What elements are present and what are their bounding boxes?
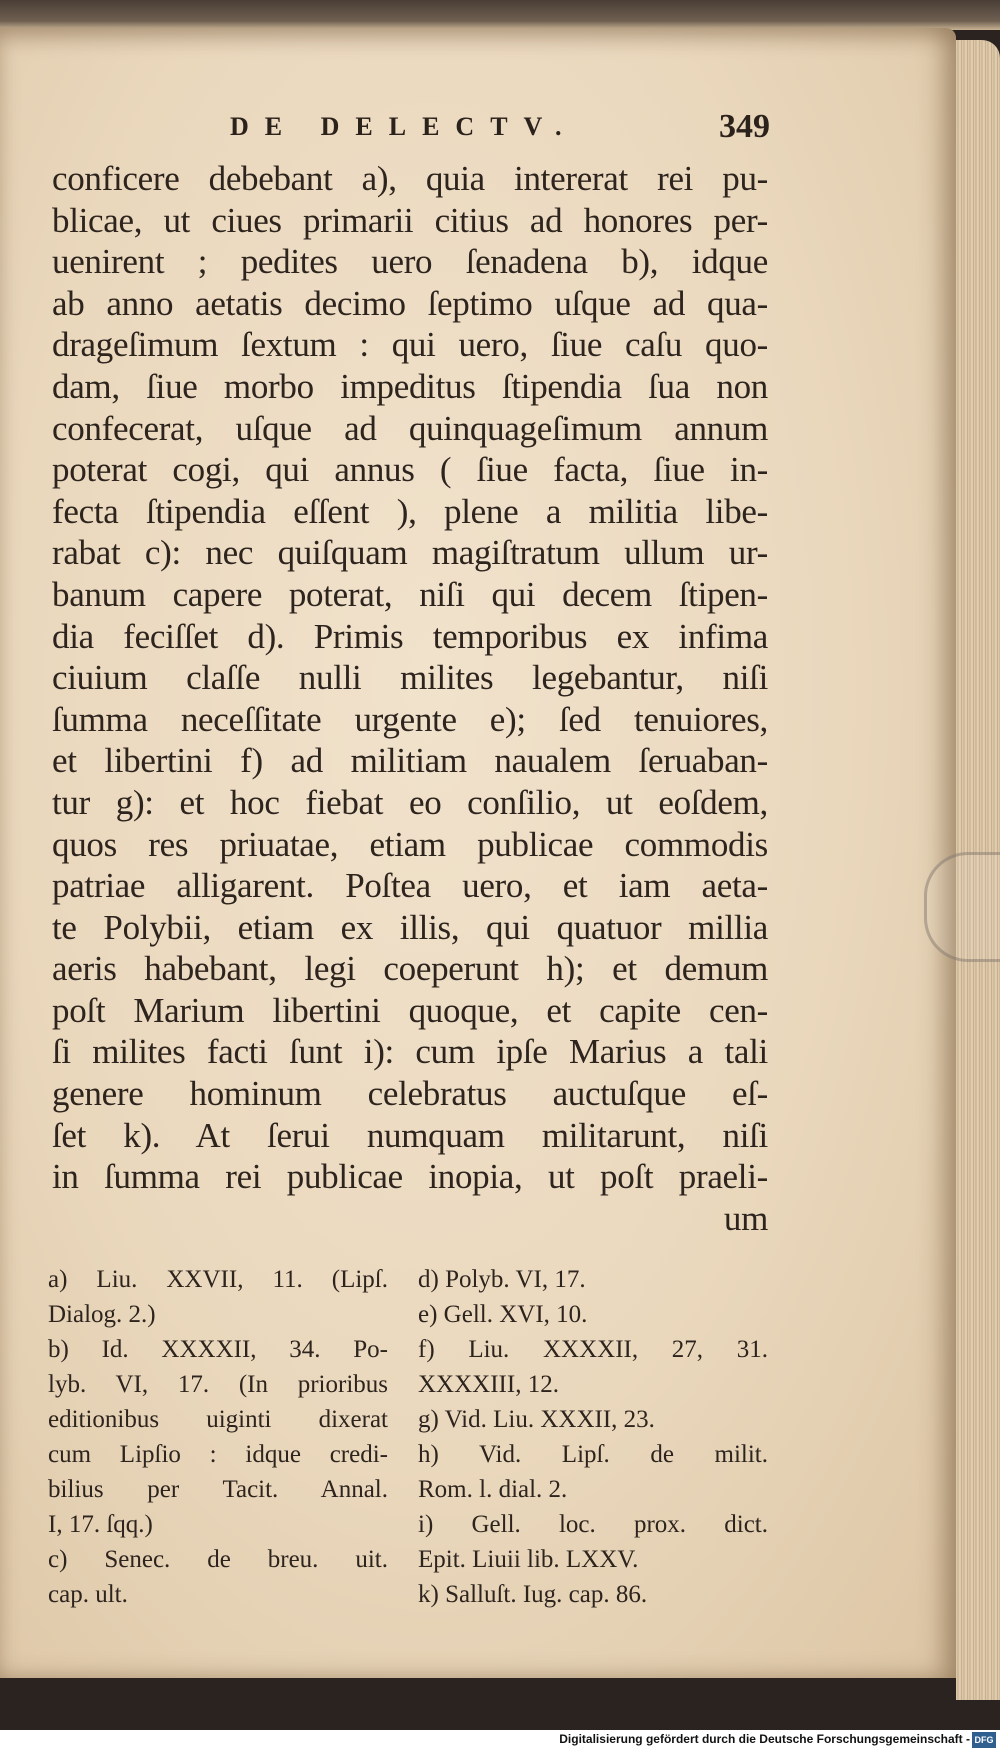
page-header	[230, 108, 770, 152]
text-line: dam, ſiue morbo impeditus ſtipendia ſua non	[52, 366, 768, 406]
footnote-line: Dialog. 2.)	[48, 1301, 156, 1328]
text-line: genere hominum celebratus auctuſque eſ-	[52, 1074, 768, 1114]
text-line: blicae, ut ciues primarii citius ad honores per-	[52, 200, 768, 240]
footnote-line: cum Lipſio : idque credi-	[48, 1441, 388, 1468]
text-line: poſt Marium libertini quoque, et capite cen-	[52, 990, 768, 1030]
text-line: ciuium claſſe nulli milites legebantur, niſi	[52, 658, 768, 698]
text-line: patriae alligarent. Poſtea uero, et iam aeta-	[52, 866, 768, 906]
text-line: tur g): et hoc fiebat eo conſilio, ut eoſdem,	[52, 782, 768, 822]
text-line: ſi milites facti ſunt i): cum ipſe Marius a tali	[52, 1032, 768, 1072]
footnote-line: d) Polyb. VI, 17.	[418, 1266, 586, 1293]
footnote-line: Epit. Liuii lib. LXXV.	[418, 1546, 639, 1573]
text-line: quos res priuatae, etiam publicae commodis	[52, 824, 768, 864]
footnote-line: Rom. l. dial. 2.	[418, 1476, 568, 1503]
footnote-line: lyb. VI, 17. (In prioribus	[48, 1371, 388, 1398]
funding-credit: Digitalisierung gefördert durch die Deutsche Forschungsgemeinschaft -	[559, 1732, 970, 1746]
text-line: poterat cogi, qui annus ( ſiue facta, ſiue in-	[52, 450, 768, 490]
footnote-line: k) Salluſt. Iug. cap. 86.	[418, 1581, 648, 1608]
footnote-line: e) Gell. XVI, 10.	[418, 1301, 588, 1328]
text-line: et libertini f) ad militiam naualem ſeruaban-	[52, 741, 768, 781]
page-number: 349	[719, 108, 770, 145]
running-head: DE DELECTV.	[230, 112, 578, 141]
footnotes-right-column	[418, 1262, 768, 1612]
catchword: um	[723, 1198, 768, 1238]
footnote-line: c) Senec. de breu. uit.	[48, 1546, 388, 1573]
text-line: fecta ſtipendia eſſent ), plene a militia libe-	[52, 491, 768, 531]
digitization-footer	[0, 1730, 1000, 1752]
footnote-line: a) Liu. XXVII, 11. (Lipſ.	[48, 1266, 388, 1293]
text-line: dia feciſſet d). Primis temporibus ex infima	[52, 616, 768, 656]
footnote-line: f) Liu. XXXXII, 27, 31.	[418, 1336, 768, 1363]
text-line: confecerat, uſque ad quinquageſimum annum	[52, 408, 768, 448]
text-line: uenirent ; pedites uero ſenadena b), idque	[52, 242, 768, 282]
text-line: aeris habebant, legi coeperunt h); et demum	[52, 949, 768, 989]
text-line: rabat c): nec quiſquam magiſtratum ullum ur-	[52, 533, 768, 573]
text-line: ſet k). At ſerui numquam militarunt, niſi	[52, 1115, 768, 1155]
footnotes-left-column	[48, 1262, 388, 1612]
main-text-block	[52, 158, 768, 1239]
footnote-line: editionibus uiginti dixerat	[48, 1406, 388, 1433]
footnote-line: i) Gell. loc. prox. dict.	[418, 1511, 768, 1538]
footnote-line: XXXXIII, 12.	[418, 1371, 559, 1398]
footnote-line: g) Vid. Liu. XXXII, 23.	[418, 1406, 655, 1433]
dfg-logo-icon: DFG	[972, 1732, 996, 1748]
text-line: te Polybii, etiam ex illis, qui quatuor millia	[52, 907, 768, 947]
page-clip	[924, 852, 1000, 962]
text-line: in ſumma rei publicae inopia, ut poſt praeli-	[52, 1157, 768, 1197]
footnote-line: bilius per Tacit. Annal.	[48, 1476, 388, 1503]
text-line: ab anno aetatis decimo ſeptimo uſque ad qua-	[52, 283, 768, 323]
text-line: ſumma neceſſitate urgente e); ſed tenuiores,	[52, 699, 768, 739]
footnote-line: I, 17. ſqq.)	[48, 1511, 153, 1538]
footnote-line: b) Id. XXXXII, 34. Po-	[48, 1336, 388, 1363]
text-line: drageſimum ſextum : qui uero, ſiue caſu quo-	[52, 325, 768, 365]
text-line: banum capere poterat, niſi qui decem ſtipen-	[52, 574, 768, 614]
text-line: conficere debebant a), quia intererat rei pu-	[52, 159, 768, 198]
footnote-line: h) Vid. Lipſ. de milit.	[418, 1441, 768, 1468]
book-top-edge	[0, 0, 1000, 30]
footnote-line: cap. ult.	[48, 1581, 128, 1608]
